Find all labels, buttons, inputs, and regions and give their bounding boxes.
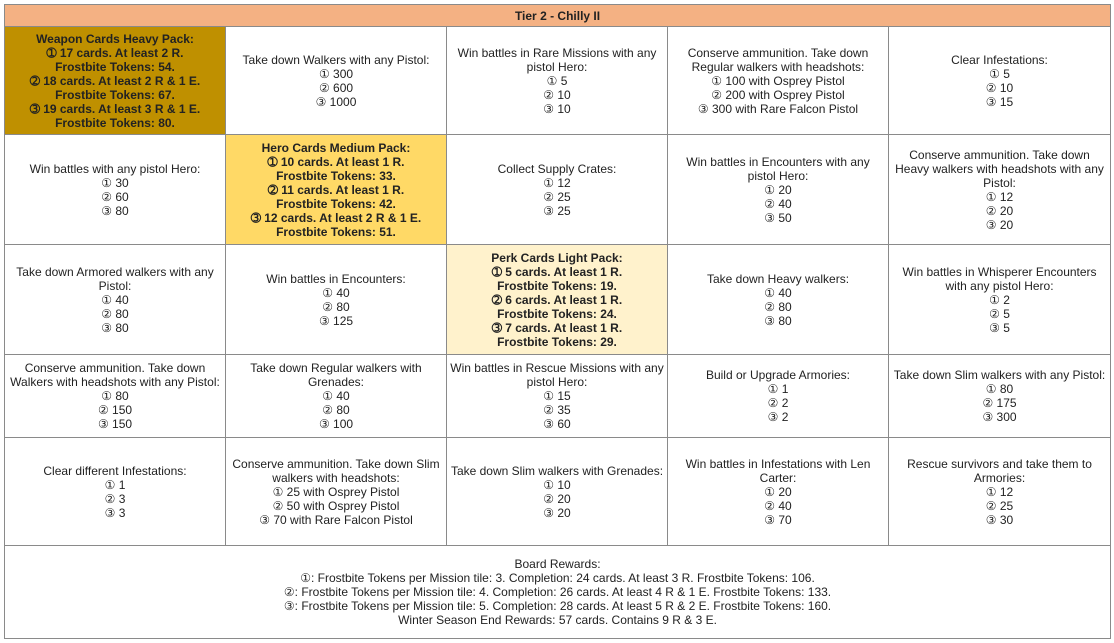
tile-tier-line: ② 50 with Osprey Pistol <box>272 498 400 513</box>
rewards-tier-3: ③: Frostbite Tokens per Mission tile: 5. Completion: 28 cards. At least 5 R & 2 E. Frostbite Tokens: 160. <box>283 599 832 613</box>
tile-tier-line: ① 40 <box>764 285 792 300</box>
board-row <box>5 135 1111 245</box>
mission-tile <box>5 135 226 245</box>
tile-heading: Win battles in Rare Missions with any pistol Hero: <box>457 45 657 74</box>
season-end-rewards: Winter Season End Rewards: 57 cards. Contains 9 R & 3 E. <box>398 613 717 627</box>
tile-tier-line: Frostbite Tokens: 24. <box>497 306 617 321</box>
tile-tier-line: ➂ 19 cards. At least 3 R & 1 E. <box>29 101 201 116</box>
tile-tier-line: ① 80 <box>985 382 1014 396</box>
mission-tile <box>889 27 1111 135</box>
mission-tile <box>889 135 1111 245</box>
tile-tier-line: ② 5 <box>989 306 1010 321</box>
board-row <box>5 27 1111 135</box>
tile-tier-line: ③ 5 <box>989 320 1010 335</box>
tile-tier-line: ➀ 10 cards. At least 1 R. <box>267 154 405 169</box>
tile-tier-line: Frostbite Tokens: 54. <box>55 59 175 74</box>
tile-tier-line: ① 1 <box>767 382 789 396</box>
mission-tile <box>889 438 1111 546</box>
tile-heading: Conserve ammunition. Take down Walkers with headshots with any Pistol: <box>10 361 220 389</box>
perk-pack-tile <box>447 245 668 355</box>
tile-heading: Weapon Cards Heavy Pack: <box>36 31 194 46</box>
mission-tile <box>5 355 226 438</box>
tile-tier-line: Frostbite Tokens: 42. <box>276 196 396 211</box>
tile-tier-line: ② 80 <box>322 403 350 417</box>
tile-heading: Conserve ammunition. Take down Regular walkers with headshots: <box>687 45 869 74</box>
tile-tier-line: ① 25 with Osprey Pistol <box>272 484 400 499</box>
tile-tier-line: ② 80 <box>322 299 350 314</box>
board-row <box>5 355 1111 438</box>
tile-heading: Perk Cards Light Pack: <box>491 250 623 265</box>
tile-tier-line: ② 80 <box>764 299 792 314</box>
tile-tier-line: Frostbite Tokens: 19. <box>497 278 617 293</box>
tile-heading: Rescue survivors and take them to Armories: <box>907 456 1092 485</box>
tile-tier-line: ➂ 12 cards. At least 2 R & 1 E. <box>250 210 422 225</box>
rewards-tier-2: ②: Frostbite Tokens per Mission tile: 4. Completion: 26 cards. At least 4 R & 1 E. Frostbite Tokens: 133. <box>283 585 832 599</box>
tile-tier-line: ② 35 <box>543 403 571 417</box>
tile-tier-line: ① 12 <box>985 484 1014 499</box>
tile-tier-line: ① 80 <box>101 389 129 403</box>
mission-tile <box>447 135 668 245</box>
tile-tier-line: ➁ 18 cards. At least 2 R & 1 E. <box>29 73 201 88</box>
tile-tier-line: ③ 3 <box>104 505 126 520</box>
tile-tier-line: ➁ 6 cards. At least 1 R. <box>491 292 623 307</box>
tile-tier-line: ③ 50 <box>764 210 792 225</box>
tile-tier-line: ➀ 17 cards. At least 2 R. <box>46 45 184 60</box>
mission-tile <box>889 245 1111 355</box>
mission-tile <box>668 355 889 438</box>
tile-tier-line: ③ 150 <box>97 417 133 431</box>
mission-tile <box>447 438 668 546</box>
tile-heading: Win battles with any pistol Hero: <box>29 161 201 176</box>
board-row <box>5 438 1111 546</box>
tile-heading: Take down Armored walkers with any Pistol: <box>16 264 214 293</box>
rewards-tier-1: ①: Frostbite Tokens per Mission tile: 3. Completion: 24 cards. At least 3 R. Frostbite Tokens: 106. <box>300 571 815 585</box>
tile-tier-line: Frostbite Tokens: 33. <box>276 168 396 183</box>
board-rewards <box>5 546 1111 639</box>
mission-tile <box>226 355 447 438</box>
tile-heading: Win battles in Encounters: <box>266 271 406 286</box>
tile-tier-line: ② 3 <box>104 491 126 506</box>
tile-heading: Take down Slim walkers with any Pistol: <box>893 368 1106 382</box>
tile-tier-line: ③ 300 with Rare Falcon Pistol <box>697 101 859 116</box>
tile-tier-line: ③ 80 <box>101 320 129 335</box>
tile-tier-line: ① 5 <box>546 73 568 88</box>
tile-tier-line: ① 12 <box>543 175 571 190</box>
tile-tier-line: ③ 10 <box>543 101 571 116</box>
tile-tier-line: ① 15 <box>543 389 571 403</box>
tile-tier-line: ① 2 <box>989 292 1010 307</box>
tile-tier-line: ② 600 <box>318 80 354 95</box>
tile-tier-line: ➂ 7 cards. At least 1 R. <box>491 320 623 335</box>
tile-heading: Win battles in Rescue Missions with any pistol Hero: <box>450 361 664 389</box>
tile-heading: Take down Heavy walkers: <box>706 271 850 286</box>
tile-tier-line: ② 20 <box>543 491 571 506</box>
tile-heading: Win battles in Whisperer Encounters with any pistol Hero: <box>902 264 1097 293</box>
tile-tier-line: ③ 60 <box>543 417 571 431</box>
tile-tier-line: ③ 300 <box>982 410 1017 424</box>
tile-heading: Clear Infestations: <box>951 52 1048 67</box>
mission-tile <box>889 355 1111 438</box>
rewards-heading: Board Rewards: <box>514 557 601 571</box>
tile-tier-line: ② 10 <box>543 87 571 102</box>
tile-tier-line: ② 10 <box>985 80 1014 95</box>
mission-tile <box>226 27 447 135</box>
tile-heading: Hero Cards Medium Pack: <box>261 140 411 155</box>
tile-tier-line: ③ 30 <box>985 512 1014 527</box>
tile-tier-line: ② 40 <box>764 498 792 513</box>
tile-tier-line: ③ 25 <box>543 203 571 218</box>
tile-tier-line: Frostbite Tokens: 29. <box>497 334 617 349</box>
tile-tier-line: ① 40 <box>101 292 129 307</box>
mission-tile <box>668 27 889 135</box>
tile-tier-line: ① 5 <box>989 66 1010 81</box>
tile-tier-line: ② 60 <box>101 189 129 204</box>
tile-heading: Conserve ammunition. Take down Heavy walkers with headshots with any Pistol: <box>895 147 1104 190</box>
tile-tier-line: ② 20 <box>985 203 1014 218</box>
tile-tier-line: Frostbite Tokens: 67. <box>55 87 175 102</box>
tile-tier-line: ① 300 <box>318 66 354 81</box>
weapon-pack-tile <box>5 27 226 135</box>
mission-tile <box>226 245 447 355</box>
board-rewards-row <box>5 546 1111 639</box>
tile-tier-line: ③ 15 <box>985 94 1014 109</box>
tile-tier-line: ② 25 <box>543 189 571 204</box>
mission-grid <box>5 27 1111 639</box>
tile-tier-line: ③ 70 <box>764 512 792 527</box>
tile-tier-line: ① 12 <box>985 189 1014 204</box>
tile-heading: Build or Upgrade Armories: <box>705 368 851 382</box>
tile-tier-line: ② 80 <box>101 306 129 321</box>
tile-tier-line: Frostbite Tokens: 51. <box>276 224 396 239</box>
mission-tile <box>5 245 226 355</box>
tile-tier-line: ① 30 <box>101 175 129 190</box>
mission-tile <box>226 438 447 546</box>
tier-board <box>4 4 1111 639</box>
tile-tier-line: ③ 80 <box>101 203 129 218</box>
mission-tile <box>447 27 668 135</box>
tile-tier-line: ③ 70 with Rare Falcon Pistol <box>259 512 413 527</box>
mission-tile <box>5 438 226 546</box>
tile-tier-line: ③ 1000 <box>315 94 357 109</box>
tile-heading: Take down Walkers with any Pistol: <box>242 52 430 67</box>
tile-tier-line: ③ 100 <box>318 417 354 431</box>
tile-tier-line: ② 175 <box>982 396 1017 410</box>
tile-tier-line: ① 10 <box>543 477 571 492</box>
tile-tier-line: ① 20 <box>764 182 792 197</box>
tile-tier-line: ③ 20 <box>985 217 1014 232</box>
tile-tier-line: ③ 80 <box>764 313 792 328</box>
tile-tier-line: ③ 20 <box>543 505 571 520</box>
tile-tier-line: ➀ 5 cards. At least 1 R. <box>491 264 623 279</box>
tile-tier-line: ① 40 <box>322 285 350 300</box>
tile-tier-line: ② 25 <box>985 498 1014 513</box>
tile-tier-line: ③ 125 <box>318 313 354 328</box>
mission-tile <box>447 355 668 438</box>
tile-heading: Win battles in Encounters with any pistol Hero: <box>686 154 870 183</box>
tile-heading: Take down Regular walkers with Grenades: <box>250 361 422 389</box>
mission-tile <box>668 135 889 245</box>
tile-tier-line: ② 200 with Osprey Pistol <box>711 87 845 102</box>
hero-pack-tile <box>226 135 447 245</box>
tile-tier-line: ① 1 <box>104 477 126 492</box>
tile-tier-line: ② 2 <box>767 396 789 410</box>
board-row <box>5 245 1111 355</box>
tile-tier-line: ② 40 <box>764 196 792 211</box>
tile-tier-line: ➁ 11 cards. At least 1 R. <box>267 182 405 197</box>
tile-tier-line: ① 100 with Osprey Pistol <box>711 73 845 88</box>
tile-heading: Take down Slim walkers with Grenades: <box>450 463 664 478</box>
tile-tier-line: ② 150 <box>97 403 133 417</box>
mission-tile <box>668 245 889 355</box>
tile-heading: Conserve ammunition. Take down Slim walkers with headshots: <box>232 456 440 485</box>
tile-tier-line: ③ 2 <box>767 410 789 424</box>
tile-heading: Collect Supply Crates: <box>497 161 617 176</box>
tile-tier-line: Frostbite Tokens: 80. <box>55 115 175 130</box>
tile-heading: Win battles in Infestations with Len Carter: <box>685 456 871 485</box>
tier-title: Tier 2 - Chilly II <box>5 5 1111 27</box>
tile-tier-line: ① 40 <box>322 389 350 403</box>
tile-heading: Clear different Infestations: <box>43 463 187 478</box>
mission-tile <box>668 438 889 546</box>
tile-tier-line: ① 20 <box>764 484 792 499</box>
